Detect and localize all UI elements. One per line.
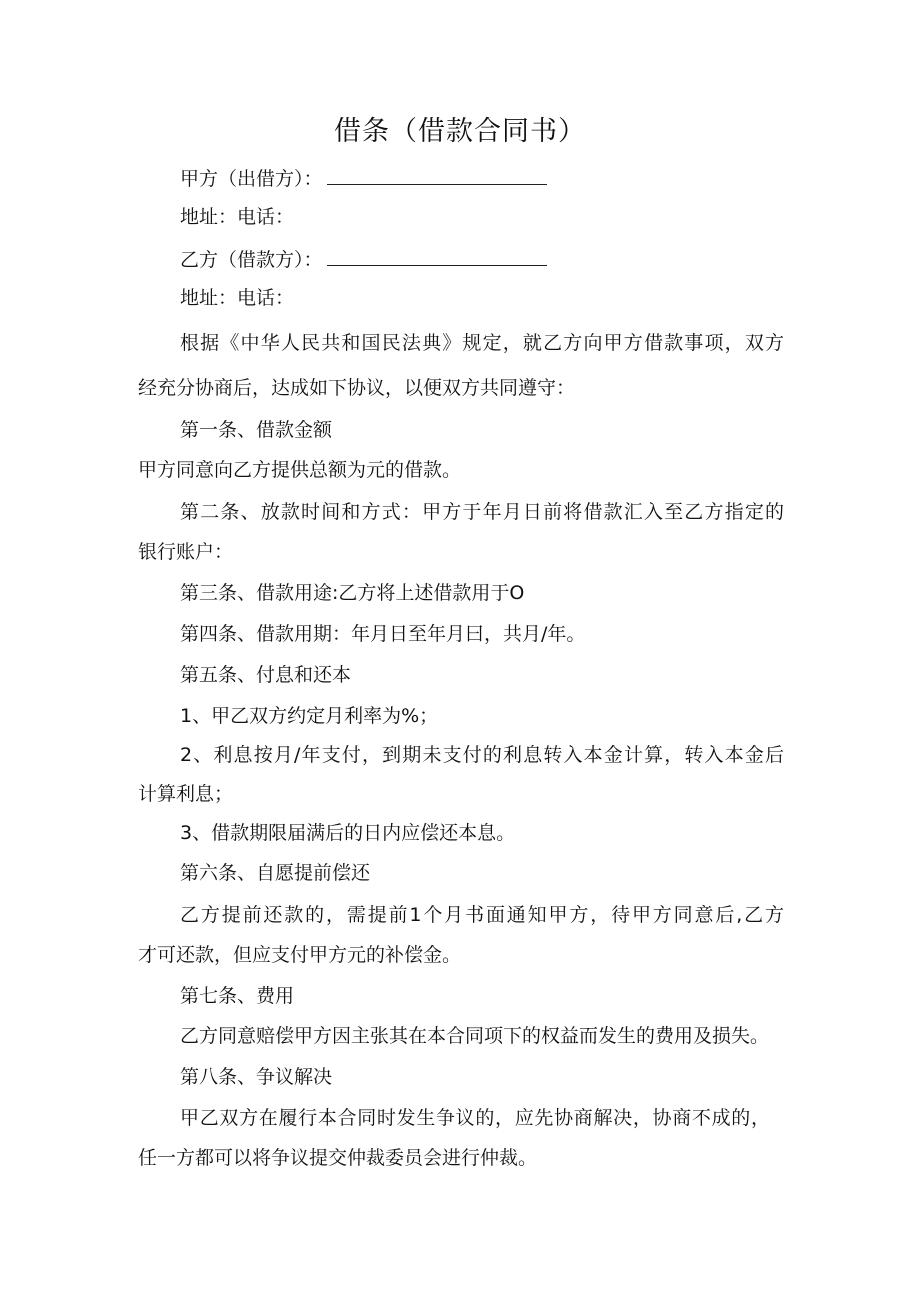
preamble-line-2: 经充分协商后，达成如下协议，以便双方共同遵守： (138, 377, 576, 399)
article-5-item-1: 1、甲乙双方约定月利率为%； (180, 705, 439, 727)
party-b-blank (327, 243, 547, 266)
article-6-line-1: 乙方提前还款的，需提前1个月书面通知甲方，待甲方同意后,乙方 (180, 904, 784, 926)
article-6-line-2: 才可还款，但应支付甲方元的补偿金。 (138, 944, 462, 966)
party-b-label: 乙方（借款方）： (180, 249, 323, 271)
article-3: 第三条、借款用途:乙方将上述借款用于O (180, 582, 525, 604)
party-a-blank (327, 162, 547, 185)
party-a-contact: 地址：电话： (180, 206, 295, 228)
article-5-heading: 第五条、付息和还本 (180, 664, 352, 686)
article-4: 第四条、借款用期：年月日至年月曰，共月/年。 (180, 623, 586, 645)
article-5-item-2-line-1: 2、利息按月/年支付，到期未支付的利息转入本金计算，转入本金后 (180, 744, 784, 766)
article-8-line-1: 甲乙双方在履行本合同时发生争议的，应先协商解决，协商不成的， (180, 1107, 770, 1129)
document-title: 借条（借款合同书） (334, 116, 586, 147)
article-5-item-3: 3、借款期限届满后的日内应偿还本息。 (180, 822, 516, 844)
article-5-item-2-line-2: 计算利息； (138, 783, 234, 805)
article-1-heading: 第一条、借款金额 (180, 419, 333, 441)
party-a-label: 甲方（出借方）： (180, 168, 323, 190)
article-6-heading: 第六条、自愿提前偿还 (180, 862, 371, 884)
article-7-heading: 第七条、费用 (180, 985, 295, 1007)
article-8-line-2: 任一方都可以将争议提交仲裁委员会进行仲裁。 (138, 1147, 538, 1169)
article-7-body: 乙方同意赔偿甲方因主张其在本合同项下的权益而发生的费用及损失。 (180, 1025, 770, 1047)
party-a-line (180, 162, 547, 194)
article-2-line-1: 第二条、放款时间和方式：甲方于年月日前将借款汇入至乙方指定的 (180, 501, 784, 523)
article-1-body: 甲方同意向乙方提供总额为元的借款。 (138, 459, 462, 481)
article-8-heading: 第八条、争议解决 (180, 1066, 333, 1088)
preamble-line-1: 根据《中华人民共和国民法典》规定，就乙方向甲方借款事项，双方 (180, 332, 784, 354)
article-2-line-2: 银行账户： (138, 541, 234, 563)
party-b-contact: 地址：电话： (180, 287, 295, 309)
party-b-line (180, 243, 547, 275)
